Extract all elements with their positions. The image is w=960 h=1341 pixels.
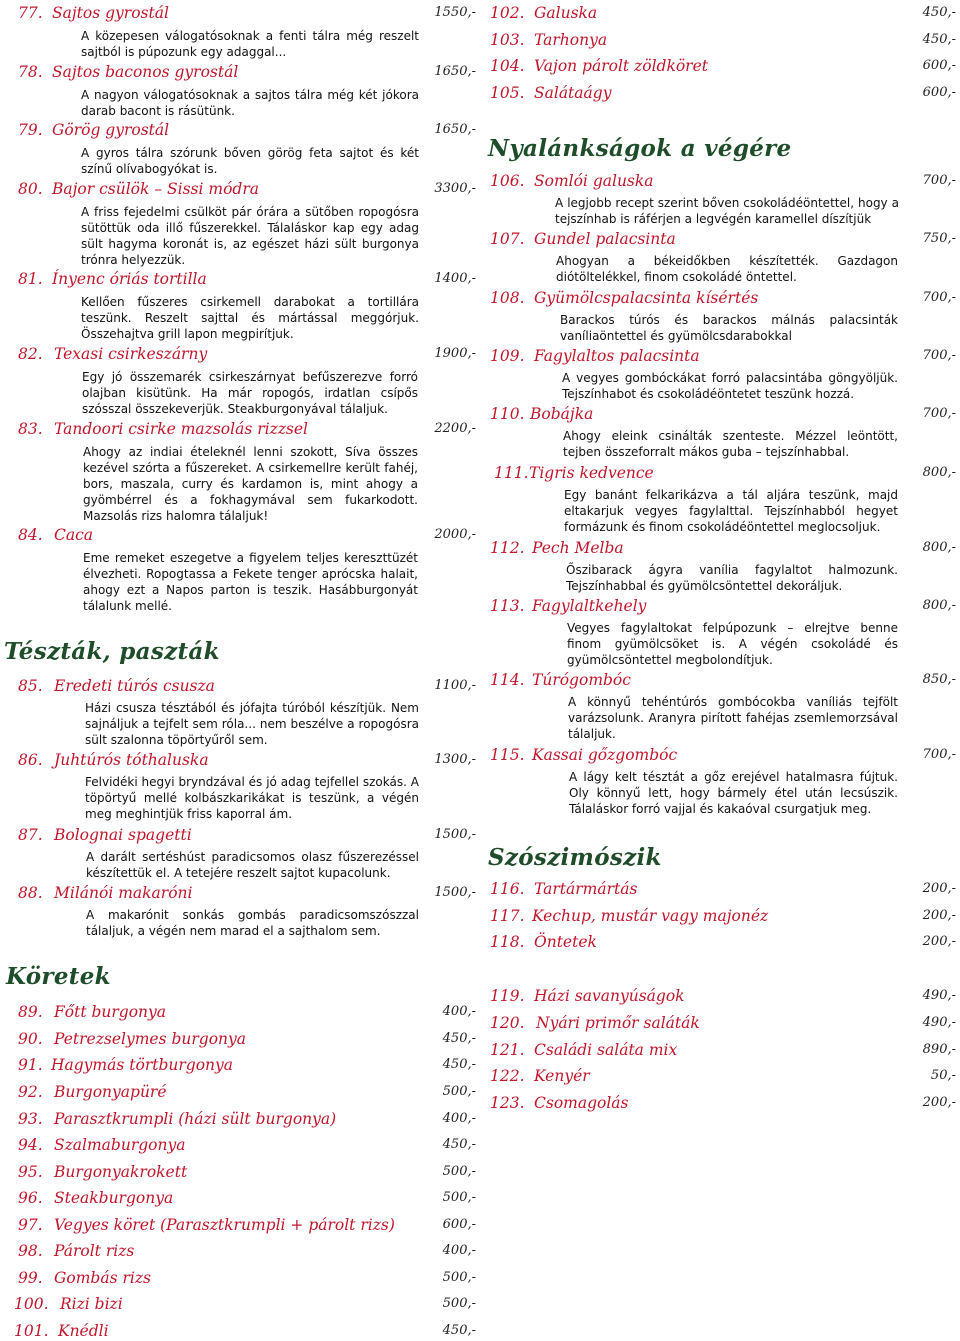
item-name: Öntetek [534,933,597,951]
item-name: Gundel palacsinta [534,230,676,248]
item-name: Házi savanyúságok [534,987,685,1005]
item-name: Salátaágy [534,84,612,102]
item-number: 78. [18,63,43,81]
item-name: Parasztkrumpli (házi sült burgonya) [54,1110,337,1128]
item-price: 450,- [442,1031,476,1046]
item-number: 122. [490,1067,525,1085]
item-price: 50,- [930,1068,956,1083]
item-number: 92. [18,1083,43,1101]
item-price: 800,- [922,540,956,555]
item-name: Eredeti túrós csusza [54,677,215,695]
item-name: Főtt burgonya [54,1003,167,1021]
item-price: 200,- [922,934,956,949]
item-price: 2000,- [434,527,476,542]
menu-item [490,880,956,902]
item-name: Petrezselymes burgonya [54,1030,247,1048]
menu-item [14,1322,476,1341]
item-price: 500,- [442,1270,476,1285]
menu-item [490,933,956,955]
item-price: 490,- [922,988,956,1003]
item-name: Tarhonya [534,31,608,49]
item-price: 200,- [922,881,956,896]
item-price: 1400,- [434,271,476,286]
item-price: 450,- [922,32,956,47]
item-number: 81. [18,270,43,288]
item-number: 119. [490,987,525,1005]
item-description: A vegyes gombóckákat forró palacsintába göngyöljük. Tejszínhabot és csokoládéöntetet teszünk hozzá. [562,371,898,401]
item-description: Egy banánt felkarikázva a tál aljára teszünk, majd eltakarjuk vegyes fagylalttal. Tejszínhabból hegyet formázunk és finom csokoládéöntettel meglocsoljuk. [564,488,898,534]
item-price: 1550,- [434,5,476,20]
item-number: 116. [490,880,525,898]
item-name: Burgonyakrokett [54,1163,188,1181]
item-number: 89. [18,1003,43,1021]
section-title-sides: Köretek [6,963,111,990]
item-number: 115. [490,746,525,764]
menu-item [490,57,956,79]
item-name: Juhtúrós tóthaluska [54,751,209,769]
item-number: 87. [18,826,43,844]
item-number: 97. [18,1216,43,1234]
item-price: 890,- [922,1042,956,1057]
item-price: 400,- [442,1243,476,1258]
item-number: 82. [18,345,43,363]
item-number: 118. [490,933,525,951]
item-description: A nagyon válogatósoknak a sajtos tálra még két jókora darab bacont is rásütünk. [81,88,419,118]
item-price: 400,- [442,1004,476,1019]
item-price: 600,- [922,85,956,100]
menu-item [18,1136,476,1158]
item-name: Vegyes köret (Parasztkrumpli + párolt rizs) [54,1216,395,1234]
item-name: Szalmaburgonya [54,1136,186,1154]
item-name: Sajtos baconos gyrostál [52,63,239,81]
item-number: 107. [490,230,525,248]
item-name: Gyümölcspalacsinta kísértés [534,289,759,307]
item-name: Nyári primőr saláták [536,1014,700,1032]
item-number: 80. [18,180,43,198]
item-number: 120. [490,1014,525,1032]
menu-item [490,1067,956,1089]
item-price: 700,- [922,747,956,762]
item-number: 103. [490,31,525,49]
item-number: 85. [18,677,43,695]
item-number: 86. [18,751,43,769]
item-name: Ínyenc óriás tortilla [52,270,207,288]
item-description: Őszibarack ágyra vanília fagylaltot halmozunk. Tejszínhabbal és gyümölcsöntettel dekoráljuk. [566,563,898,593]
item-name: Pech Melba [532,539,624,557]
item-description: A darált sertéshúst paradicsomos olasz fűszerezéssel készítettük el. A tetejére reszelt sajtot kupacolunk. [86,850,419,880]
menu-item [490,31,956,53]
item-price: 800,- [922,598,956,613]
item-price: 1500,- [434,885,476,900]
item-number: 123. [490,1094,525,1112]
item-number: 98. [18,1242,43,1260]
item-price: 450,- [442,1057,476,1072]
item-number: 106. [490,172,525,190]
item-number: 101. [14,1322,49,1340]
menu-item [490,987,956,1009]
item-description: Vegyes fagylaltokat felpúpozunk – elrejtve benne finom gyümölcsöket is. A végén csokoládé és gyümölcsöntettel megbolondítjuk. [567,621,898,667]
item-number: 112. [490,539,525,557]
item-number: 110. [490,405,525,423]
item-description: A lágy kelt tésztát a gőz erejével hatalmasra fújtuk. Oly könnyű lett, hogy bármely étel után lecsúszik. Tálaláskor forró vajjal és kakaóval csurgatjuk meg. [569,770,898,816]
item-name: Somlói galuska [534,172,654,190]
item-name: Kechup, mustár vagy majonéz [532,907,769,925]
item-price: 1650,- [434,122,476,137]
section-title-desserts: Nyalánkságok a végére [488,135,792,162]
item-price: 700,- [922,406,956,421]
item-name: Galuska [534,4,598,22]
menu-item [18,1269,476,1291]
item-price: 1900,- [434,346,476,361]
item-name: Tartármártás [534,880,638,898]
item-number: 109. [490,347,525,365]
item-number: 99. [18,1269,43,1287]
menu-item [18,1216,476,1238]
item-name: Fagylaltkehely [532,597,647,615]
item-price: 1500,- [434,827,476,842]
item-price: 3300,- [434,181,476,196]
item-number: 96. [18,1189,43,1207]
item-name: Tandoori csirke mazsolás rizzsel [54,420,308,438]
item-price: 400,- [442,1111,476,1126]
item-number: 83. [18,420,43,438]
section-title-pasta: Tészták, paszták [4,638,220,665]
menu-item [490,4,956,26]
item-number: 104. [490,57,525,75]
item-number: 88. [18,884,43,902]
menu-item [18,1163,476,1185]
item-name: Bolognai spagetti [54,826,192,844]
item-description: A friss fejedelmi csülköt pár órára a sütőben ropogósra sütöttük oda illő fűszerekkel. Tálaláskor kap egy adag sült hagyma koronát is, az egészet házi sült burgonya trónra helyezzük. [81,205,419,267]
menu-item [18,1189,476,1211]
item-name: Csomagolás [534,1094,629,1112]
item-price: 200,- [922,1095,956,1110]
menu-item [490,84,956,106]
item-number: 121. [490,1041,525,1059]
item-description: A közepesen válogatósoknak a fenti tálra még reszelt sajtból is púpozunk egy adaggal... [81,29,419,59]
item-description: Felvidéki hegyi bryndzával és jó adag tejfellel szokás. A töpörtyű mellé kolbászkarikákat is teszünk, a végén meg meghintjük friss kaporral ám. [85,775,419,821]
item-description: A gyros tálra szórunk bőven görög feta sajtot és két színű olívabogyókat is. [81,146,419,176]
item-number: 100. [14,1295,49,1313]
menu-item [18,1083,476,1105]
menu-item [490,1041,956,1063]
menu-item [490,1014,956,1036]
item-price: 500,- [442,1164,476,1179]
item-description: Ahogyan a békeidőkben készítették. Gazdagon diótöltelékkel, finom csokoládé öntettel. [556,254,898,284]
menu-item [490,1094,956,1116]
menu-item [18,1003,476,1025]
item-price: 850,- [922,672,956,687]
item-price: 200,- [922,908,956,923]
item-description: Ahogy eleink csinálták szenteste. Mézzel leöntött, tejben összeforralt mákos guba – tejszínhabbal. [563,429,898,459]
item-name: Családi saláta mix [534,1041,678,1059]
item-description: A legjobb recept szerint bőven csokoládéöntettel, hogy a tejszínhab is ráférjen a legvégén karamellel díszítjük [555,196,899,226]
item-number: 93. [18,1110,43,1128]
item-name: Knédli [58,1322,109,1340]
menu-item [18,1056,476,1078]
item-description: Eme remeket eszegetve a figyelem teljes kereszttüzét élvezheti. Ropogtassa a Fekete tenger aprócska halait, ahogy ezt a Napos parton is teszik. Hasábburgonyát tálalunk mellé. [83,551,418,613]
menu-item [18,1110,476,1132]
item-name: Túrógombóc [532,671,631,689]
item-name: Tigris kedvence [529,464,654,482]
item-price: 700,- [922,290,956,305]
item-description: A makarónit sonkás gombás paradicsomszószzal tálaljuk, a végén nem marad el a sajthalom sem. [86,908,419,938]
item-price: 450,- [442,1323,476,1338]
item-name: Milánói makaróni [54,884,193,902]
item-price: 750,- [922,231,956,246]
item-number: 95. [18,1163,43,1181]
item-name: Bajor csülök – Sissi módra [52,180,259,198]
item-number: 90. [18,1030,43,1048]
item-name: Texasi csirkeszárny [54,345,208,363]
item-name: Párolt rizs [54,1242,135,1260]
item-description: Egy jó összemarék csirkeszárnyat befűszerezve forró olajban kisütünk. Ha már ropogós, irdatlan csípős szósszal összekeverjük. Steakburgonyával tálaljuk. [82,370,418,416]
item-name: Görög gyrostál [52,121,170,139]
menu-item [18,1242,476,1264]
item-name: Fagylaltos palacsinta [534,347,700,365]
item-name: Bobájka [530,405,594,423]
item-price: 1650,- [434,64,476,79]
item-number: 105. [490,84,525,102]
item-name: Caca [54,526,94,544]
item-name: Steakburgonya [54,1189,174,1207]
item-price: 1300,- [434,752,476,767]
item-number: 117. [490,907,525,925]
item-name: Gombás rizs [54,1269,151,1287]
item-name: Rizi bizi [60,1295,123,1313]
item-number: 79. [18,121,43,139]
item-number: 84. [18,526,43,544]
item-price: 1100,- [434,678,476,693]
item-number: 94. [18,1136,43,1154]
item-price: 500,- [442,1084,476,1099]
item-name: Kenyér [534,1067,590,1085]
item-number: 111. [494,464,529,482]
item-price: 2200,- [434,421,476,436]
item-name: Sajtos gyrostál [52,4,169,22]
item-price: 600,- [922,58,956,73]
item-price: 450,- [442,1137,476,1152]
item-price: 600,- [442,1217,476,1232]
section-title-sauces: Szószimószik [488,844,662,871]
item-number: 102. [490,4,525,22]
item-name: Hagymás törtburgonya [51,1056,234,1074]
item-price: 450,- [922,5,956,20]
item-number: 113. [490,597,525,615]
menu-item [14,1295,476,1317]
item-price: 700,- [922,173,956,188]
item-description: Barackos túrós és barackos málnás palacsinták vaníliaöntettel és gyümölcsdarabokkal [560,313,898,343]
item-price: 500,- [442,1190,476,1205]
menu-item [490,907,956,929]
item-description: A könnyű tehéntúrós gombócokba vaníliás tejfölt varázsolunk. Aranyra pirított fahéjas zsemlemorzsával tálaljuk. [568,695,898,741]
item-description: Ahogy az indiai ételeknél lenni szokott, Síva összes kezével szórta a fűszereket. A csirkemellre került fahéj, bors, maszala, curry és kardamon is, mint ahogy a gyömbérrel és a fokhagymával sem fukarkodott. Mazsolás rizs halomra tálaljuk! [83,445,418,523]
item-number: 114. [490,671,525,689]
item-price: 800,- [922,465,956,480]
item-number: 108. [490,289,525,307]
item-name: Burgonyapüré [54,1083,167,1101]
menu-item [18,1030,476,1052]
item-number: 91. [18,1056,43,1074]
item-name: Vajon párolt zöldköret [534,57,708,75]
item-description: Kellően fűszeres csirkemell darabokat a tortillára teszünk. Reszelt sajttal és mártással meggórjuk. Összehajtva grill lapon megpirítjuk. [81,295,419,341]
item-number: 77. [18,4,43,22]
item-price: 500,- [442,1296,476,1311]
item-price: 490,- [922,1015,956,1030]
item-name: Kassai gőzgombóc [532,746,678,764]
item-description: Házi csusza tésztából és jófajta túróból készítjük. Nem sajnáljuk a tejfelt sem róla... nem beszélve a ropogósra sült szalonna töpörtyűről sem. [85,701,419,747]
item-price: 700,- [922,348,956,363]
